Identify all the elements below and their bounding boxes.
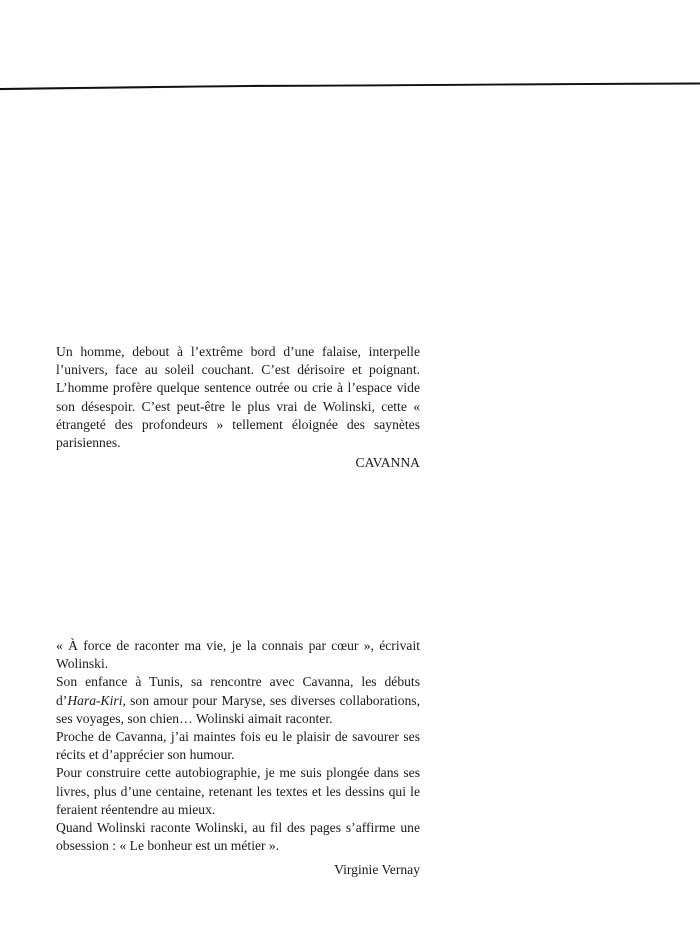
foreword-paragraph-5: Quand Wolinski raconte Wolinski, au fil des pages s’affirme une obsession : « Le bonheur est un métier ». <box>56 820 420 854</box>
cavanna-quote <box>56 343 420 472</box>
foreword-paragraph-1: « À force de raconter ma vie, je la connais par cœur », écrivait Wolinski. <box>56 638 420 672</box>
foreword-paragraph-3: Proche de Cavanna, j’ai maintes fois eu le plaisir de savourer ses récits et d’apprécier son humour. <box>56 729 420 763</box>
hara-kiri-title: Hara-Kiri, <box>67 692 126 708</box>
vernay-signature: Virginie Vernay <box>334 862 420 878</box>
cavanna-signature: CAVANNA <box>355 455 420 471</box>
hand-drawn-rule <box>0 72 700 102</box>
cavanna-quote-text: Un homme, debout à l’extrême bord d’une falaise, interpelle l’univers, face au soleil couchant. C’est dérisoire et poignant. L’homme profère quelque sentence outrée ou crie à l’espace vide son désespoir. C’est peut-être le plus vrai de Wolinski, cette « étrangeté des profondeurs » tellement éloignée des saynètes parisiennes. <box>56 344 420 451</box>
foreword-paragraph-4: Pour construire cette autobiographie, je me suis plongée dans ses livres, plus d’une centaine, retenant les textes et les dessins qui le feraient réentendre au mieux. <box>56 765 420 817</box>
foreword-paragraph-2-end: son amour pour Maryse, ses diverses collaborations, ses voyages, son chien… Wolinski aimait raconter. <box>56 692 420 726</box>
vernay-foreword <box>56 637 420 880</box>
foreword-paragraph-2 <box>56 673 420 728</box>
foreword-paragraph-2-start: Son enfance à Tunis, sa rencontre avec Cavanna, les débuts d’ <box>56 674 420 708</box>
